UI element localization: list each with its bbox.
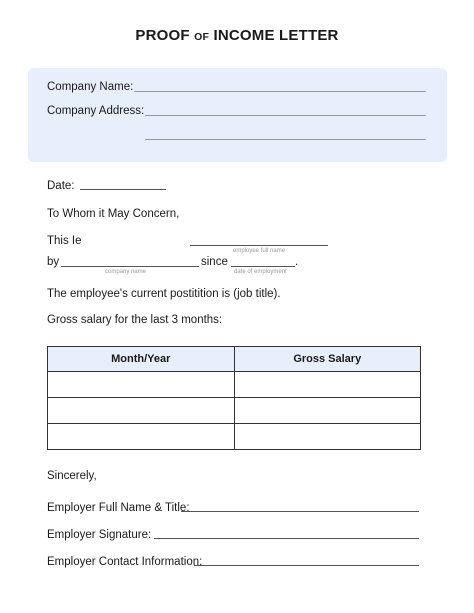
month-year-cell[interactable] xyxy=(48,398,235,424)
salary-table xyxy=(47,346,421,450)
position-text: The employee's current postitition is (job title). xyxy=(47,288,281,300)
employee-name-hint: employee full name xyxy=(233,248,286,254)
company-address-field-line1[interactable] xyxy=(145,115,426,116)
employer-signature-label: Employer Signature: xyxy=(47,529,152,541)
company-address-label: Company Address: xyxy=(47,105,145,117)
title-part-of: OF xyxy=(194,31,210,43)
intro-this-is: This Ie xyxy=(47,235,82,247)
company-name-field[interactable] xyxy=(134,91,426,92)
company-address-field-line2[interactable] xyxy=(145,139,426,140)
employment-date-field[interactable] xyxy=(231,266,295,267)
gross-salary-cell[interactable] xyxy=(234,398,421,424)
gross-salary-cell[interactable] xyxy=(234,372,421,398)
month-year-cell[interactable] xyxy=(48,424,235,450)
employee-name-field[interactable] xyxy=(190,245,328,246)
company-name-hint: company name xyxy=(105,269,147,275)
salutation-text: To Whom it May Concern, xyxy=(47,208,180,220)
closing-text: Sincerely, xyxy=(47,470,97,482)
document-title xyxy=(0,27,474,44)
intro-by: by xyxy=(47,256,60,268)
employment-date-hint: date of employment xyxy=(234,269,287,275)
gross-salary-cell[interactable] xyxy=(234,424,421,450)
intro-since: since xyxy=(201,256,228,268)
title-part-proof: PROOF xyxy=(135,27,190,44)
date-label: Date: xyxy=(47,180,75,192)
employer-contact-field[interactable] xyxy=(194,565,419,566)
date-field[interactable] xyxy=(80,189,166,190)
title-part-income-letter: INCOME LETTER xyxy=(213,27,339,44)
header-gross-salary: Gross Salary xyxy=(234,347,421,372)
month-year-cell[interactable] xyxy=(48,372,235,398)
table-header-row xyxy=(48,347,421,372)
intro-period: . xyxy=(295,256,299,268)
employer-name-title-label: Employer Full Name & Title: xyxy=(47,502,190,514)
table-row xyxy=(48,398,421,424)
employer-contact-label: Employer Contact Information: xyxy=(47,556,203,568)
company-name-inline-field[interactable] xyxy=(61,266,199,267)
table-row xyxy=(48,424,421,450)
employer-signature-field[interactable] xyxy=(154,538,419,539)
gross-salary-text: Gross salary for the last 3 months: xyxy=(47,314,223,326)
employer-name-title-field[interactable] xyxy=(181,511,419,512)
header-month-year: Month/Year xyxy=(48,347,235,372)
company-name-label: Company Name: xyxy=(47,81,134,93)
table-row xyxy=(48,372,421,398)
